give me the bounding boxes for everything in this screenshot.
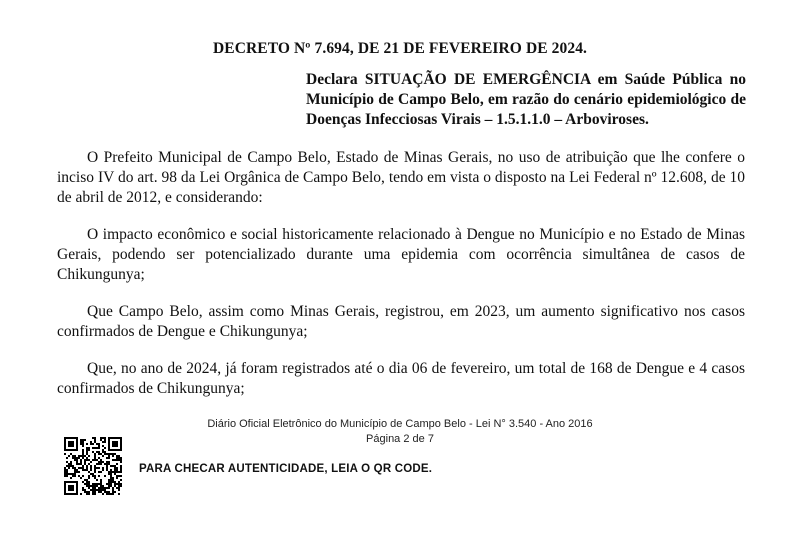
decree-body [57,148,745,416]
footer-page-number: Página 2 de 7 [366,433,434,445]
paragraph-considering-cases: Que, no ano de 2024, já foram registrados até o dia 06 de fevereiro, um total de 168 de Dengue e 4 casos confirmados de Chikungunya; [57,360,745,397]
paragraph-considering-impact: O impacto econômico e social historicamente relacionado à Dengue no Município e no Estado de Minas Gerais, podendo ser potencializado durante uma epidemia com ocorrência simultânea de casos de Chikungunya; [57,226,745,283]
paragraph-considering-increase: Que Campo Belo, assim como Minas Gerais, registrou, em 2023, um aumento significativo nos casos confirmados de Dengue e Chikungunya; [57,303,745,340]
footer-publication: Diário Oficial Eletrônico do Município de Campo Belo - Lei N° 3.540 - Ano 2016 [207,418,593,430]
paragraph-preamble: O Prefeito Municipal de Campo Belo, Estado de Minas Gerais, no uso de atribuição que lhe confere o inciso IV do art. 98 da Lei Orgânica de Campo Belo, tendo em vista o disposto na Lei Federal nº 12.608, de 10 de abril de 2012, e considerando: [57,149,745,206]
qr-code-icon[interactable] [64,437,122,495]
decree-title: DECRETO Nº 7.694, DE 21 DE FEVEREIRO DE 2024. [212,40,588,57]
authenticity-notice: PARA CHECAR AUTENTICIDADE, LEIA O QR CODE. [139,463,433,475]
decree-ementa: Declara SITUAÇÃO DE EMERGÊNCIA em Saúde Pública no Município de Campo Belo, em razão do cenário epidemiológico de Doenças Infecciosas Virais – 1.5.1.1.0 – Arboviroses. [306,71,746,128]
